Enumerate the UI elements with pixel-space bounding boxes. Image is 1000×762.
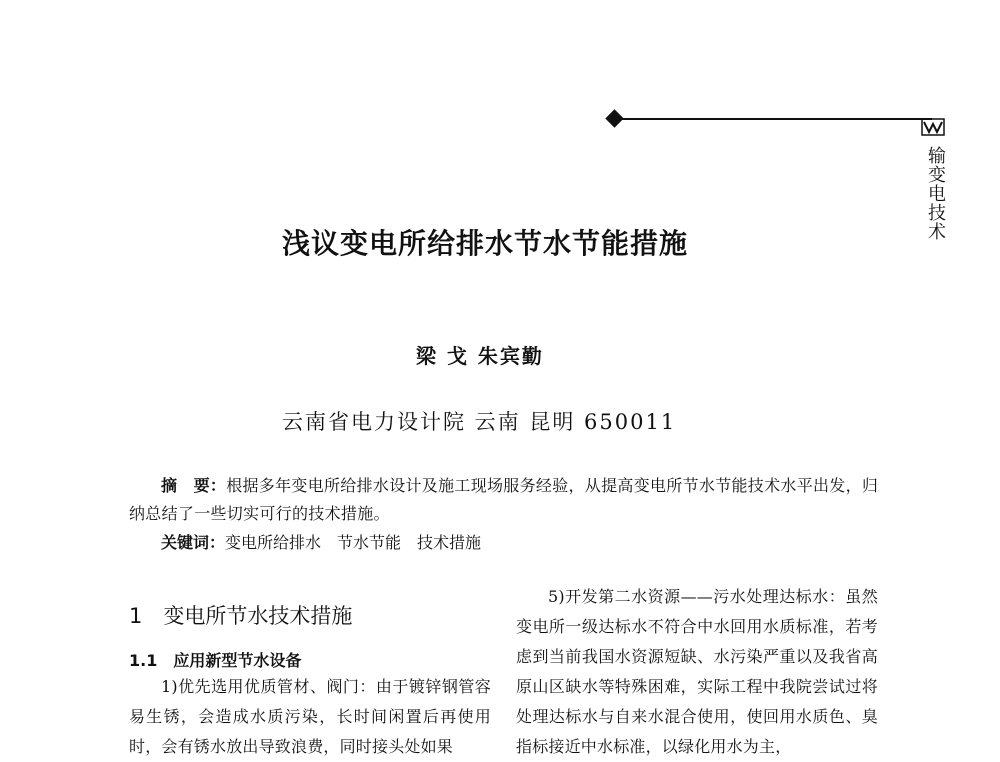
subsection-heading: 1.1 应用新型节水设备 [129,651,302,670]
header-rule [616,118,932,120]
section-heading: 1 变电所节水技术措施 [129,604,353,628]
keywords [161,530,481,553]
keywords-text: 变电所给排水 节水节能 技术措施 [225,533,482,552]
keywords-label: 关键词： [161,533,226,552]
paper-title: 浅议变电所给排水节水节能措施 [282,227,689,260]
journal-logo-icon [921,118,945,136]
body-right-column: 5)开发第二水资源——污水处理达标水：虽然变电所一级达标水不符合中水回用水质标准，若考虑到当前我国水资源短缺、水污染严重以及我省高原山区缺水等特殊困难，实际工程中我院尝试过将处理达标水与自来水混合使用，使回用水质色、臭指标接近中水标准，以绿化用水为主， [516,587,878,756]
abstract-text: 根据多年变电所给排水设计及施工现场服务经验，从提高变电所节水节能技术水平出发，归纳总结了一些切实可行的技术措施。 [129,476,879,523]
abstract-label: 摘 要： [161,476,227,495]
paper-affiliation: 云南省电力设计院 云南 昆明 650011 [282,410,677,434]
journal-section-label: 输变电技术 [925,146,946,241]
paper-authors: 梁 戈 朱宾勤 [416,344,544,368]
abstract [129,472,881,528]
body-left-column: 1)优先选用优质管材、阀门：由于镀锌钢管容易生锈，会造成水质污染，长时间闲置后再使用时，会有锈水放出导致浪费，同时接头处如果 [129,677,491,756]
